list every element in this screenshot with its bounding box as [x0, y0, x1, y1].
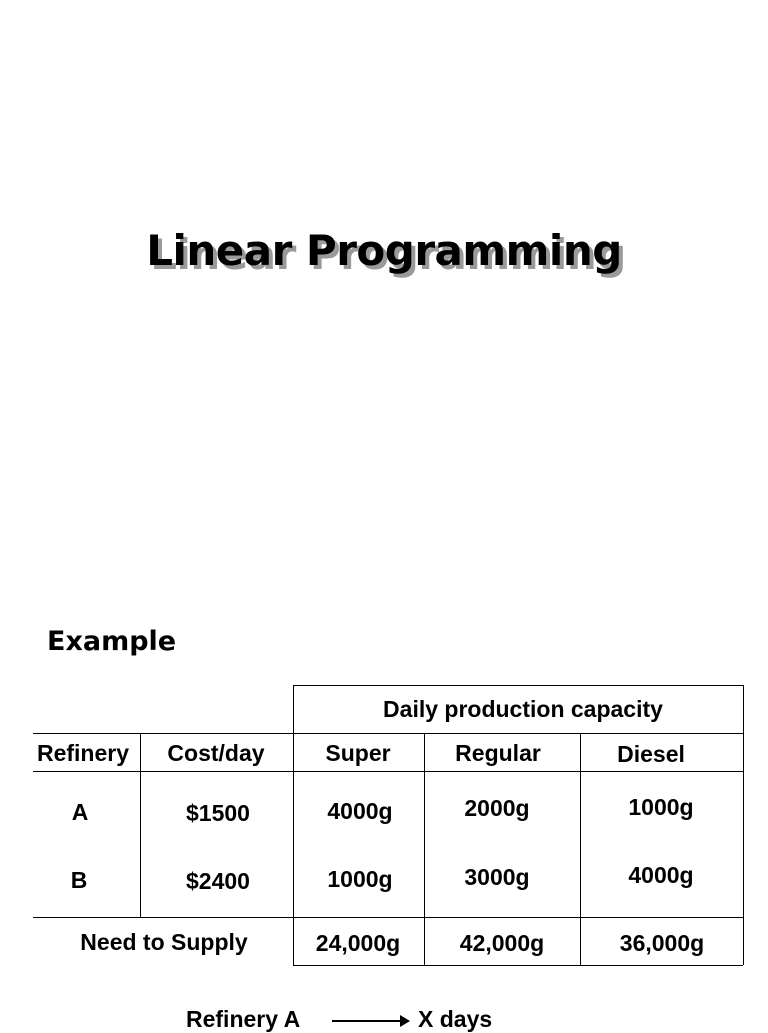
row-b-super: 1000g: [327, 866, 393, 892]
column-header-super: Super: [325, 740, 391, 766]
row-a-diesel: 1000g: [628, 794, 694, 820]
row-a-cost: $1500: [186, 800, 250, 826]
supply-diesel: 36,000g: [619, 930, 705, 956]
right-arrow-icon: [332, 1020, 408, 1022]
table-border-top: [293, 685, 743, 686]
row-b-cost: $2400: [186, 868, 250, 894]
supply-regular: 42,000g: [459, 930, 545, 956]
table-border-body: [33, 917, 743, 918]
table-border-right: [743, 685, 744, 965]
table-divider-regular: [580, 733, 581, 965]
table-divider-cost: [293, 685, 294, 965]
table-divider-super: [424, 733, 425, 965]
row-a-super: 4000g: [327, 798, 393, 824]
slide-title: Linear Programming: [146, 226, 622, 275]
column-header-diesel: Diesel: [617, 741, 685, 767]
footer-days-label: X days: [418, 1006, 493, 1032]
row-a-regular: 2000g: [464, 795, 530, 821]
column-header-cost: Cost/day: [167, 740, 265, 766]
supply-super: 24,000g: [315, 930, 401, 956]
row-a-refinery: A: [71, 799, 89, 825]
table-border-bottom: [293, 965, 743, 966]
example-heading: Example: [47, 626, 177, 657]
table-divider-refinery: [140, 733, 141, 917]
row-b-refinery: B: [70, 867, 88, 893]
column-header-refinery: Refinery: [36, 740, 130, 766]
column-header-regular: Regular: [455, 740, 541, 766]
group-header: Daily production capacity: [383, 696, 663, 722]
row-b-diesel: 4000g: [628, 862, 694, 888]
supply-label: Need to Supply: [80, 929, 248, 955]
row-b-regular: 3000g: [464, 864, 530, 890]
footer-refinery-label: Refinery A: [186, 1006, 301, 1032]
